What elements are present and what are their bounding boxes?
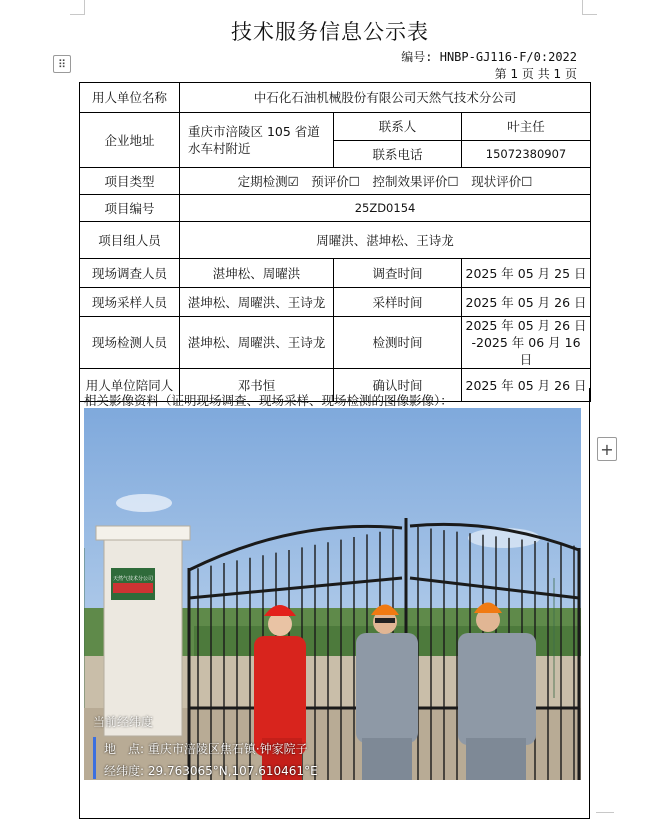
- add-row-button[interactable]: +: [597, 437, 617, 461]
- unit-value: 中石化石油机械股份有限公司天然气技术分公司: [180, 83, 591, 113]
- escort-value: 邓书恒: [180, 369, 334, 402]
- document-code: 编号: HNBP-GJ116-F/0:2022: [401, 50, 577, 64]
- contact-value: 叶主任: [462, 113, 591, 141]
- phone-label: 联系电话: [334, 141, 462, 168]
- survey-time-label: 调查时间: [334, 259, 462, 288]
- photo-overlay-address: 地 点: 重庆市涪陵区焦石镇·钟家院子: [104, 742, 308, 756]
- address-value: 重庆市涪陵区 105 省道水车村附近: [180, 113, 334, 168]
- testing-time-end: -2025 年 06 月 16 日: [471, 335, 581, 367]
- project-type-options: 定期检测☑ 预评价☐ 控制效果评价☐ 现状评价☐: [180, 168, 591, 195]
- phone-value: 15072380907: [462, 141, 591, 168]
- survey-time-value: 2025 年 05 月 25 日: [462, 259, 591, 288]
- survey-people-value: 湛坤松、周曜洪: [180, 259, 334, 288]
- project-number-label: 项目编号: [80, 195, 180, 222]
- testing-time-label: 检测时间: [334, 317, 462, 369]
- project-number-value: 25ZD0154: [180, 195, 591, 222]
- confirm-time-value: 2025 年 05 月 26 日: [462, 369, 591, 402]
- escort-label: 用人单位陪同人: [80, 369, 180, 402]
- sampling-time-label: 采样时间: [334, 288, 462, 317]
- sampling-people-value: 湛坤松、周曜洪、王诗龙: [180, 288, 334, 317]
- testing-people-value: 湛坤松、周曜洪、王诗龙: [180, 317, 334, 369]
- page-corner-mark: [596, 812, 614, 827]
- page-corner-mark: [582, 0, 597, 15]
- overlay-accent-bar: [93, 737, 96, 779]
- site-photo: [84, 408, 581, 780]
- project-team-label: 项目组人员: [80, 222, 180, 259]
- images-label: 相关影像资料（证明现场调查、现场采样、现场检测的图像影像）：: [84, 393, 453, 408]
- confirm-time-label: 确认时间: [334, 369, 462, 402]
- testing-people-label: 现场检测人员: [80, 317, 180, 369]
- page-corner-mark: [70, 0, 85, 15]
- address-label: 企业地址: [80, 113, 180, 168]
- project-team-value: 周曜洪、湛坤松、王诗龙: [180, 222, 591, 259]
- survey-people-label: 现场调查人员: [80, 259, 180, 288]
- photo-overlay-coords: 经纬度: 29.763065°N,107.610461°E: [104, 764, 318, 778]
- unit-label: 用人单位名称: [80, 83, 180, 113]
- info-table: [79, 82, 591, 402]
- project-type-label: 项目类型: [80, 168, 180, 195]
- testing-time-value: [462, 317, 591, 369]
- testing-time-start: 2025 年 05 月 26 日: [465, 318, 587, 333]
- sampling-people-label: 现场采样人员: [80, 288, 180, 317]
- sampling-time-value: 2025 年 05 月 26 日: [462, 288, 591, 317]
- photo-overlay-title: 当前经纬度: [93, 715, 154, 729]
- document-title: 技术服务信息公示表: [231, 20, 429, 44]
- table-move-handle-icon[interactable]: ⠿: [53, 55, 71, 73]
- page-number: 第 1 页 共 1 页: [494, 67, 577, 81]
- contact-label: 联系人: [334, 113, 462, 141]
- gate-sign-text: 天然气技术分公司: [112, 576, 154, 582]
